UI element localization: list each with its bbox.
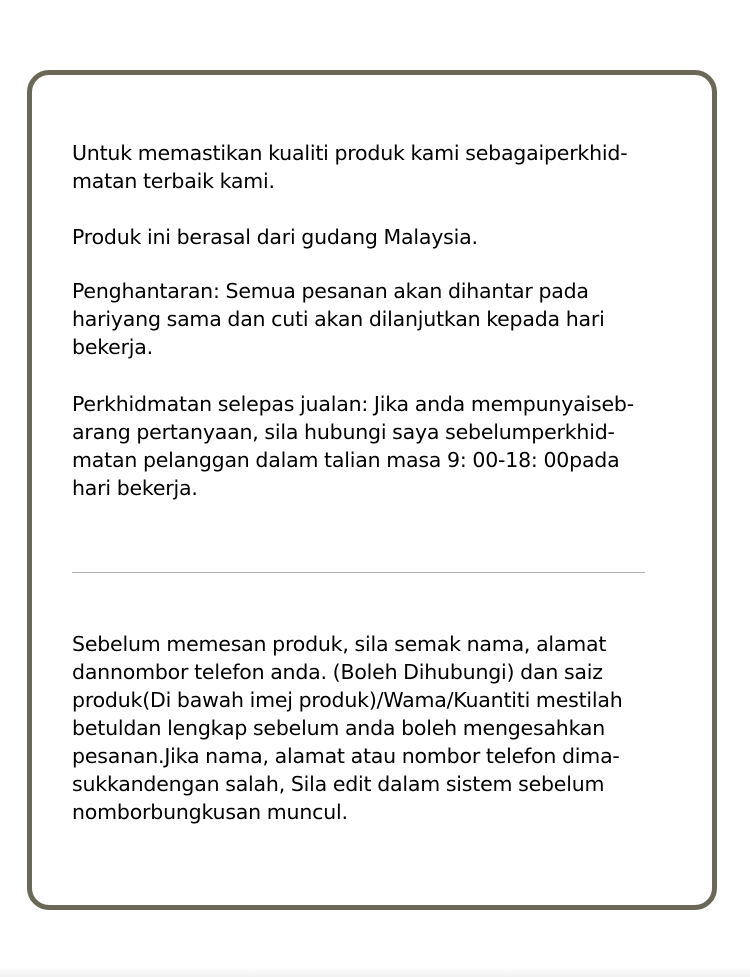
intro-paragraph: Untuk memastikan kualiti produk kami sebagaiperkhid- matan terbaik kami. [72,141,628,193]
delivery-paragraph: Penghantaran: Semua pesanan akan dihantar pada hariyang sama dan cuti akan dilanjutkan kepada hari bekerja. [72,279,605,359]
bottom-edge [0,967,750,977]
after-sales-paragraph: Perkhidmatan selepas jualan: Jika anda mempunyaiseb- arang pertanyaan, sila hubungi saya sebelumperkhid- matan pelanggan dalam talian masa 9: 00-18: 00pada hari bekerja. [72,392,634,500]
section-divider [72,572,645,573]
order-notice-paragraph: Sebelum memesan produk, sila semak nama, alamat dannombor telefon anda. (Boleh Dihubungi) dan saiz produk(Di bawah imej produk)/Wama/Kuantiti mestilah betuldan lengkap sebelum anda boleh mengesahkan pesanan.Jika nama, alamat atau nombor telefon dima- sukkandengan salah, Sila edit dalam sistem sebelum nomborbungkusan muncul. [72,632,623,824]
origin-paragraph: Produk ini berasal dari gudang Malaysia. [72,225,478,249]
